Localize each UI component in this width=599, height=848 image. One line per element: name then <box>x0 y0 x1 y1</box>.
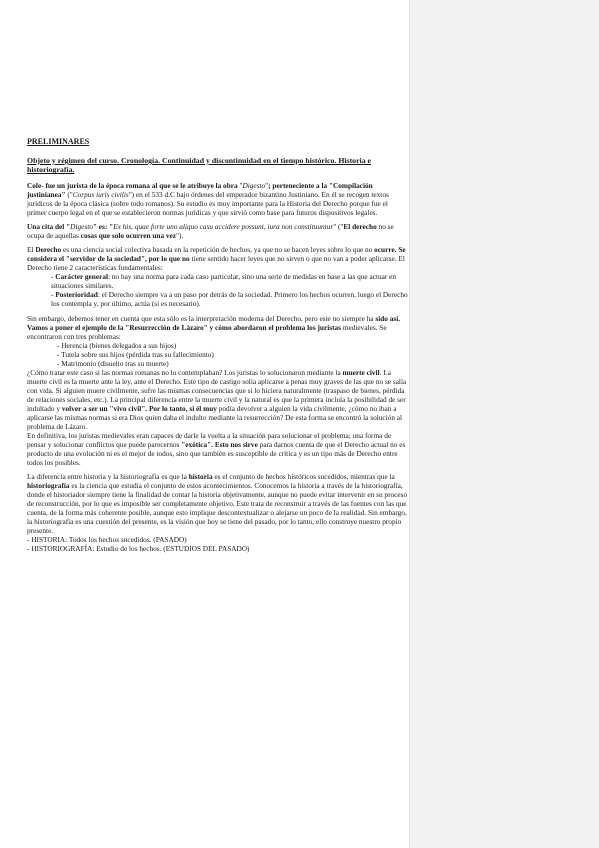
list-item: - Carácter general: no hay una norma para cada caso particular, sino una serie de medidas en base a las que actuar en situaciones similares. <box>51 271 397 290</box>
text-run-bold: volver a ser un "vivo civil". Por lo tanto, si él muy <box>61 403 217 413</box>
text-run: El <box>27 244 36 254</box>
text-run-bold: historia <box>188 471 213 481</box>
text-run-bold: ocurre. Se considera el "servidor de la sociedad", por lo que no <box>27 244 406 263</box>
paragraph-lazaro <box>27 314 409 341</box>
text-run: Una cita del " <box>27 221 71 231</box>
text-run-bold: Carácter general <box>55 271 109 281</box>
text-run: ; perteneciente a la <box>268 180 329 190</box>
paragraph-historiografia <box>27 472 409 535</box>
list-item: - Posterioridad: el Derecho siempre va a un paso por detrás de la sociedad. Primero los hechos ocurren, luego el Derecho los contempla y, por último, actúa (si es necesario). <box>51 289 408 308</box>
text-run: Sin embargo, debemos tener en cuenta que esta sólo es la interpretación moderna del Derecho, pero este no siempre ha <box>27 313 376 323</box>
text-run-bold: El derecho <box>343 221 377 231</box>
text-run: . La muerte civil es la muerte ante la ley, ante el Derecho. Este tipo de castigo solía aplicarse a penas muy graves de las que no se salía con vida. Si alguien muere civilmente, sufre las mismas consecuencias que si lo hiciera naturalmente (traspaso de bienes, pérdida de relaciones sociales, etc.). La principal diferencia entre la muerte civil y la natural es que la primera incluía la posibilidad de ser indultado y <box>27 367 407 413</box>
text-run: ¿Cómo tratar este caso si las normas romanas no lo contemplaban? Los juristas lo solucionaron mediante la <box>27 367 343 377</box>
text-run: no se ocupa de aquellas <box>27 221 394 240</box>
list-item: - Matrimonio (disuelto tras su muerte) <box>57 358 169 368</box>
text-run: : no hay una norma para cada caso particular, sino una serie de medidas en base a las que actuar en situaciones similares. <box>51 271 397 290</box>
text-run-italic: Digesto <box>70 221 93 231</box>
page-subheading: Objeto y régimen del curso. Cronología. Continuidad y discontinuidad en el tiempo histórico. Historia e historiografía. <box>27 156 372 175</box>
text-run: es el conjunto de hechos históricos sucedidos, mientras que la <box>212 471 395 481</box>
text-run: ") en el 533 d.C bajo órdenes del emperador bizantino Justiniano. En él se recogen textos jurídicos de la época clásica (sobre todo romanos). Su estudio es muy importante para la Historia del Derecho porque fue el primer cuerpo legal en el que se establecieron normas jurídicas y que sirvió como base para futuros dispositivos legales. <box>27 189 389 217</box>
text-run: "). <box>176 230 184 240</box>
text-run: es una ciencia social colectiva basada en la repetición de hechos, ya que no se hacen leyes sobre lo que no <box>61 244 375 254</box>
paragraph-definitiva <box>27 431 409 467</box>
text-run-italic: Corpus iuris civilis <box>72 189 129 199</box>
text-run-bold: cosas que solo ocurren una vez <box>80 230 177 240</box>
text-run: "Compilación justinianea" <box>27 180 373 199</box>
list-item: - Tutela sobre sus hijos (pérdida tras su fallecimiento) <box>57 349 214 359</box>
text-run: tiene sentido hacer leyes que no sirven o que no van a poder aplicarse. El Derecho tiene 2 características fundamentales: <box>27 253 405 272</box>
text-run-bold: "exótica". Esto nos sirve <box>181 439 258 449</box>
list-item: - Herencia (bienes delegados a sus hijos) <box>57 340 177 350</box>
text-run-bold: historiografía <box>27 480 70 490</box>
text-run: es la ciencia que estudia el conjunto de estos acontecimientos. Conocemos la historia a través de la historiografía, donde el historiador siempre tiene la finalidad de contar la historia objetivamente, aunque no puede evitar intervenir en su proceso de reconstrucción, por lo que es imposible ser completamente objetivo. Este trata de reconstruir a través de las fuentes con las que cuenta, de la forma más coherente posible, aunque esto implique descontextualizar o alejarse un poco de la realidad. Sin embargo, la historiografía es una cuestión del presente, es la visión que hoy se tiene del pasado, por lo tanto, ello construye nuestro propio presente. <box>27 480 408 535</box>
paragraph-muerte-civil <box>27 368 409 431</box>
text-run: medievales. Se encontraron con tres problemas: <box>27 322 387 341</box>
text-run-italic: Ex his, quae forte uno aliquo casu accidere possunt, iura non constituuntur <box>113 221 334 231</box>
text-run-bold: sido así. Vamos a poner el ejemplo de la "Resurrección de Lázaro" y cómo abordaron el problema los juristas <box>27 313 401 332</box>
definition-historiografia: - HISTORIOGRAFÍA: Estudio de los hechos. (ESTUDIOS DEL PASADO) <box>27 543 250 553</box>
text-run-bold: Posterioridad <box>55 289 98 299</box>
text-run-bold: muerte civil <box>342 367 380 377</box>
text-run-italic: Digesto <box>242 180 266 190</box>
page-heading: PRELIMINARES <box>27 137 90 146</box>
definition-historia: - HISTORIA: Todos los hechos sucedidos. (PASADO) <box>27 534 187 544</box>
text-run: " es: " <box>92 221 114 231</box>
text-run: podía devolver a alguien la vida civilmente, ¿cómo no iban a aplicarse las mismas normas si era Dios quien daba el indulto mediante la resurrección? De esta forma se encontró la solución al problema de Lázaro. <box>27 403 403 431</box>
text-run: (" <box>65 189 73 199</box>
text-run-bold: Derecho <box>35 244 62 254</box>
paragraph-derecho <box>27 245 409 272</box>
paragraph-cita <box>27 222 409 240</box>
text-run: En definitiva, los juristas medievales eran capaces de darle la vuelta a la situación para solucionar el problema; una forma de pensar y solucionar conflictos que puede parecernos <box>27 430 392 449</box>
text-run: La diferencia entre historia y la historiografía es que la <box>27 471 189 481</box>
text-run: Cole- fue un jurista de la época romana al que se le atribuye la obra <box>27 180 240 190</box>
text-run: : el Derecho siempre va a un paso por detrás de la sociedad. Primero los hechos ocurren, luego el Derecho los contempla y, por último, actúa (si es necesario). <box>51 289 408 308</box>
text-run: para darnos cuenta de que el Derecho actual no es producto de una evolución ni es el mejor de todos, sino que también es susceptible de crítica y es un tipo más de Derecho entre todos los posibles. <box>27 439 406 467</box>
document-body <box>27 137 409 553</box>
paragraph-digesto: Cole- fue un jurista de la época romana al que se le atribuye la obra "Digesto"; perteneciente a la "Compilación justinianea" ("Corpus iuris civilis") en el 533 d.C bajo órdenes del emperador bizantino Justiniano. En él se recogen textos jurídicos de la época clásica (sobre todo romanos). Su estudio es muy importante para la Historia del Derecho porque fue el primer cuerpo legal en el que se establecieron normas jurídicas y que sirvió como base para futuros dispositivos legales. <box>27 180 389 217</box>
text-run: " (" <box>333 221 344 231</box>
comment-margin-panel <box>409 0 599 848</box>
